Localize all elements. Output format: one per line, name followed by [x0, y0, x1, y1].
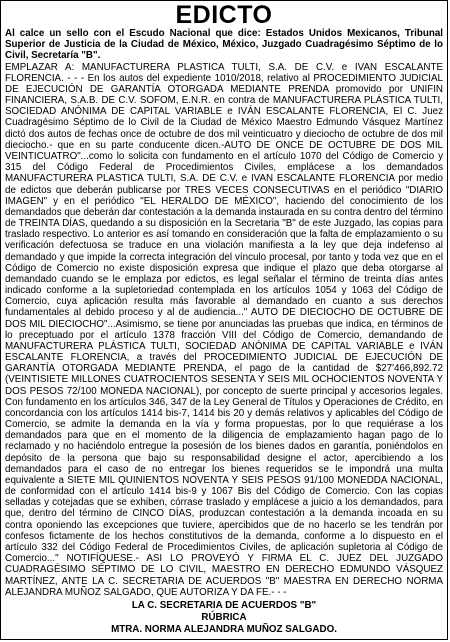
signature-block: [5, 600, 443, 636]
edict-title: EDICTO: [175, 1, 273, 29]
edict-body-text: EMPLAZAR A: MANUFACTURERA PLASTICA TULTI, S.A. DE C.V. e IVAN ESCALANTE FLORENCIA. - - - En los autos del expediente 1010/2018, relativo al PROCEDIMIENTO JUDICIAL DE EJECUCIÓN DE GARANTÍA OTORGADA MEDIANTE PRENDA promovido por UNIFIN FINANCIERA, S.A.B. DE C.V. SOFOM, E.N.R. en contra de MANUFACTURERA PLÁSTICA TULTI, SOCIEDAD ANÓNIMA DE CAPITAL VARIABLE e IVÁN ESCALANTE FLORENCIA, El C. Juez Cuadragésimo Séptimo de lo Civil de la Ciudad de México Maestro Edmundo Vásquez Martínez dictó dos autos de fechas once de octubre de dos mil veinticuatro y dieciocho de octubre de dos mil dieciocho.- que en su parte conducente dicen.-AUTO DE ONCE DE OCTUBRE DE DOS MIL VEINTICUATRO"...como lo solicita con fundamento en el artículo 1070 del Código de Comercio y 315 del Código Federal de Procedimientos Civiles, emplácese a los demandados MANUFACTURERA PLASTICA TULTI, S.A. DE C.V. e IVAN ESCALANTE FLORENCIA por medio de edictos que deberán publicarse por TRES VECES CONSECUTIVAS en el periódico "DIARIO IMAGEN" y en el periódico "EL HERALDO DE MÉXICO", haciendo del conocimiento de los demandados que deberán dar contestación a la demanda instaurada en su contra dentro del término de TREINTA DÍAS, quedando a su disposición en la Secretaria "B" de este Juzgado, las copias para traslado respectivo. Lo anterior es así tomando en consideración que la falta de emplazamiento o su verificación defectuosa se traduce en una violación manifiesta a la ley que deja indefenso al demandado y que impide la correcta integración del vínculo procesal, por tanto y toda vez que en el Código de Comercio no existe disposición expresa que indique el plazo que deba otorgarse al demandado cuando se le emplaza por edictos, es legal señalar el término de treinta días antes indicado conforme a la supletoriedad contemplada en los artículos 1054 y 1063 del Código de Comercio, cuya aplicación resulta más favorable al demandado en cuanto a sus derechos fundamentales al debido proceso y al de audiencia..." AUTO DE DIECIOCHO DE OCTUBRE DE DOS MIL DIECIOCHO"...Asimismo, se tiene por anunciadas las pruebas que indica, en términos de lo preceptuado por el artículo 1378 fracción VIII del Código de Comercio, demandando de MANUFACTURERA PLÁSTICA TULTI, SOCIEDAD ANÓNIMA DE CAPITAL VARIABLE e IVÁN ESCALANTE FLORENCIA, a través del PROCEDIMIENTO JUDICIAL DE EJECUCIÓN DE GARANTÍA OTORGADA MEDIANTE PRENDA, el pago de la cantidad de $27'466,892.72 (VEINTISIETE MILLONES CUATROCIENTOS SESENTA Y SEIS MIL OCHOCIENTOS NOVENTA Y DOS PESOS 72/100 MONEDA NACIONAL), por concepto de suerte principal y accesorios legales. Con fundamento en los artículos 346, 347 de la Ley General de Títulos y Operaciones de Crédito, en concordancia con los artículos 1414 bis-7, 1414 bis 20 y demás relativos y aplicables del Código de Comercio, se admite la demanda en la vía y forma propuestas, por lo que requiérase a los demandados para que en el momento de la diligencia de emplazamiento hagan pago de lo reclamado y no haciéndolo entregue la posesión de los bienes dados en garantía, poniéndolos en depósito de la persona que bajo su responsabilidad designe el actor, apercibiendo a los demandados para el caso de no entregar los bienes requeridos se le impondrá una multa equivalente a SIETE MIL QUINIENTOS NOVENTA Y SEIS PESOS 91/100 MONEDDA NACIONAL, de conformidad con el artículo 1414 bis-9 y 1067 Bis del Código de Comercio. Con las copias selladas y cotejadas que se exhiben, córrase traslado y emplácese a juicio a los demandados, para que, dentro del término de CINCO DÍAS, produzcan contestación a la demanda incoada en su contra oponiendo las excepciones que tuviere, apercibidos que de no hacerlo se les tendrán por confesos fictamente de los hechos constitutivos de la demanda, conforme a lo dispuesto en el artículo 332 del Código Federal de Procedimientos Civiles, de aplicación supletoria al Código de Comercio..." NOTIFÍQUESE.- ASI LO PROVEYÓ Y FIRMA EL C. JUEZ DEL JUZGADO CUADRAGÉSIMO SÉPTIMO DE LO CIVIL, MAESTRO EN DERECHO EDMUNDO VÁSQUEZ MARTÍNEZ, ANTE LA C. SECRETARIA DE ACUERDOS "B" MAESTRA EN DERECHO NORMA ALEJANDRA MUÑOZ SALGADO, QUE AUTORIZA Y DA FE.- - -: [5, 61, 443, 598]
signature-name: MTRA. NORMA ALEJANDRA MUÑOZ SALGADO.: [111, 623, 337, 635]
signature-title: LA C. SECRETARIA DE ACUERDOS "B": [131, 599, 317, 611]
seal-header-paragraph: Al calce un sello con el Escudo Nacional que dice: Estados Unidos Mexicanos, Tribunal Superior de Justicia de la Ciudad de México, México, Juzgado Cuadragésimo Séptimo de lo Civil, Secretaría "B".: [5, 28, 443, 62]
signature-rubrica: RÚBRICA: [201, 611, 247, 623]
